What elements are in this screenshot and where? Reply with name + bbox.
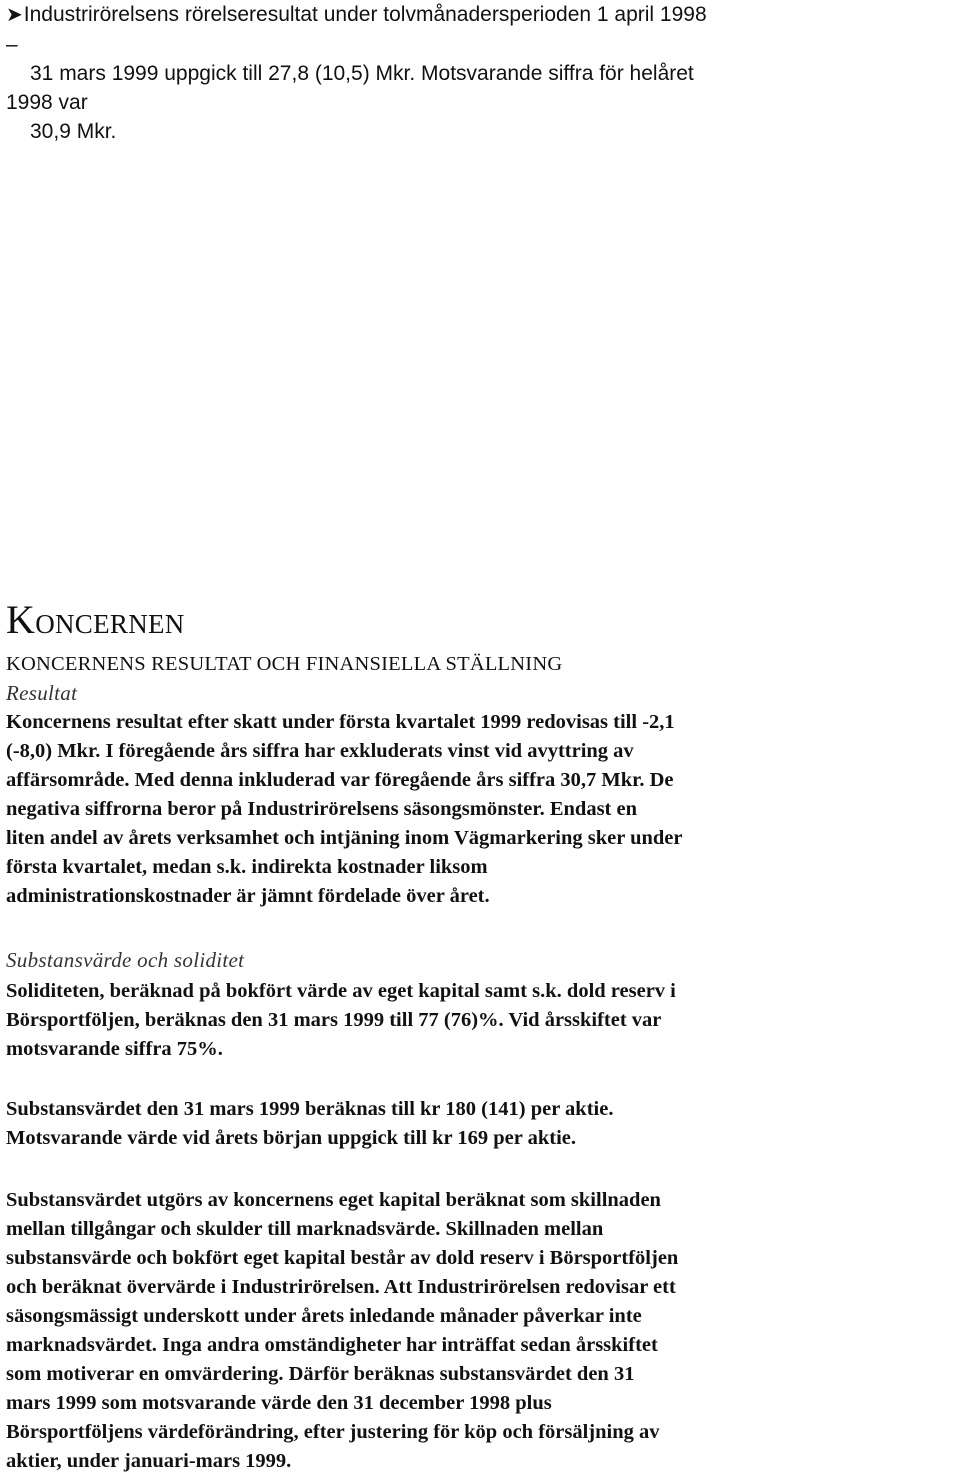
heading-initial: K: [6, 597, 36, 642]
paragraph-line: mars 1999 som motsvarande värde den 31 december 1998 plus: [6, 1392, 552, 1414]
paragraph-line: säsongsmässigt underskott under årets inledande månader påverkar inte: [6, 1305, 642, 1327]
intro-line: 31 mars 1999 uppgick till 27,8 (10,5) Mkr. Motsvarande siffra för helåret: [30, 62, 694, 85]
paragraph-utgors: [6, 1186, 960, 1476]
paragraph-line: som motiverar en omvärdering. Därför beräknas substansvärdet den 31: [6, 1363, 635, 1385]
paragraph-soliditet: [6, 977, 960, 1064]
paragraph-line: marknadsvärdet. Inga andra omständigheter har inträffat sedan årsskiftet: [6, 1334, 658, 1356]
paragraph-line: motsvarande siffra 75%.: [6, 1038, 223, 1060]
paragraph-line: Substansvärdet den 31 mars 1999 beräknas till kr 180 (141) per aktie.: [6, 1098, 614, 1120]
paragraph-line: mellan tillgångar och skulder till marknadsvärde. Skillnaden mellan: [6, 1218, 604, 1240]
paragraph-line: Börsportföljen, beräknas den 31 mars 1999 till 77 (76)%. Vid årsskiftet var: [6, 1009, 662, 1031]
section-label-substans: Substansvärde och soliditet: [6, 948, 245, 972]
paragraph-line: aktier, under januari-mars 1999.: [6, 1450, 292, 1472]
arrow-bullet-icon: ➤: [6, 4, 23, 26]
paragraph-resultat: [6, 708, 960, 911]
intro-line: –: [6, 33, 18, 56]
paragraph-line: (-8,0) Mkr. I föregående års siffra har exkluderats vinst vid avyttring av: [6, 740, 634, 762]
section-heading: [6, 597, 185, 644]
paragraph-line: liten andel av årets verksamhet och intjäning inom Vägmarkering sker under: [6, 827, 683, 849]
paragraph-line: Koncernens resultat efter skatt under första kvartalet 1999 redovisas till -2,1: [6, 711, 675, 733]
intro-line: 1998 var: [6, 91, 88, 114]
paragraph-line: affärsområde. Med denna inkluderad var föregående års siffra 30,7 Mkr. De: [6, 769, 674, 791]
intro-line: ➤Industrirörelsens rörelseresultat under tolvmånadersperioden 1 april 1998: [6, 3, 707, 26]
intro-line: 30,9 Mkr.: [30, 120, 117, 143]
paragraph-line: Motsvarande värde vid årets början uppgick till kr 169 per aktie.: [6, 1127, 577, 1149]
paragraph-line: substansvärde och bokfört eget kapital består av dold reserv i Börsportföljen: [6, 1247, 679, 1269]
paragraph-line: Substansvärdet utgörs av koncernens eget kapital beräknat som skillnaden: [6, 1189, 661, 1211]
paragraph-line: Börsportföljens värdeförändring, efter justering för köp och försäljning av: [6, 1421, 660, 1443]
paragraph-line: och beräknat övervärde i Industrirörelsen. Att Industrirörelsen redovisar ett: [6, 1276, 676, 1298]
heading-rest: ONCERNEN: [35, 609, 185, 639]
paragraph-line: administrationskostnader är jämnt fördelade över året.: [6, 885, 490, 907]
intro-paragraph: [6, 0, 956, 146]
paragraph-line: första kvartalet, medan s.k. indirekta kostnader liksom: [6, 856, 488, 878]
subheading: KONCERNENS RESULTAT OCH FINANSIELLA STÄLLNING: [6, 653, 563, 675]
paragraph-substansvarde: [6, 1095, 960, 1153]
paragraph-line: Soliditeten, beräknad på bokfört värde av eget kapital samt s.k. dold reserv i: [6, 980, 676, 1002]
section-label-resultat: Resultat: [6, 681, 78, 705]
paragraph-line: negativa siffrorna beror på Industrirörelsens säsongsmönster. Endast en: [6, 798, 638, 820]
